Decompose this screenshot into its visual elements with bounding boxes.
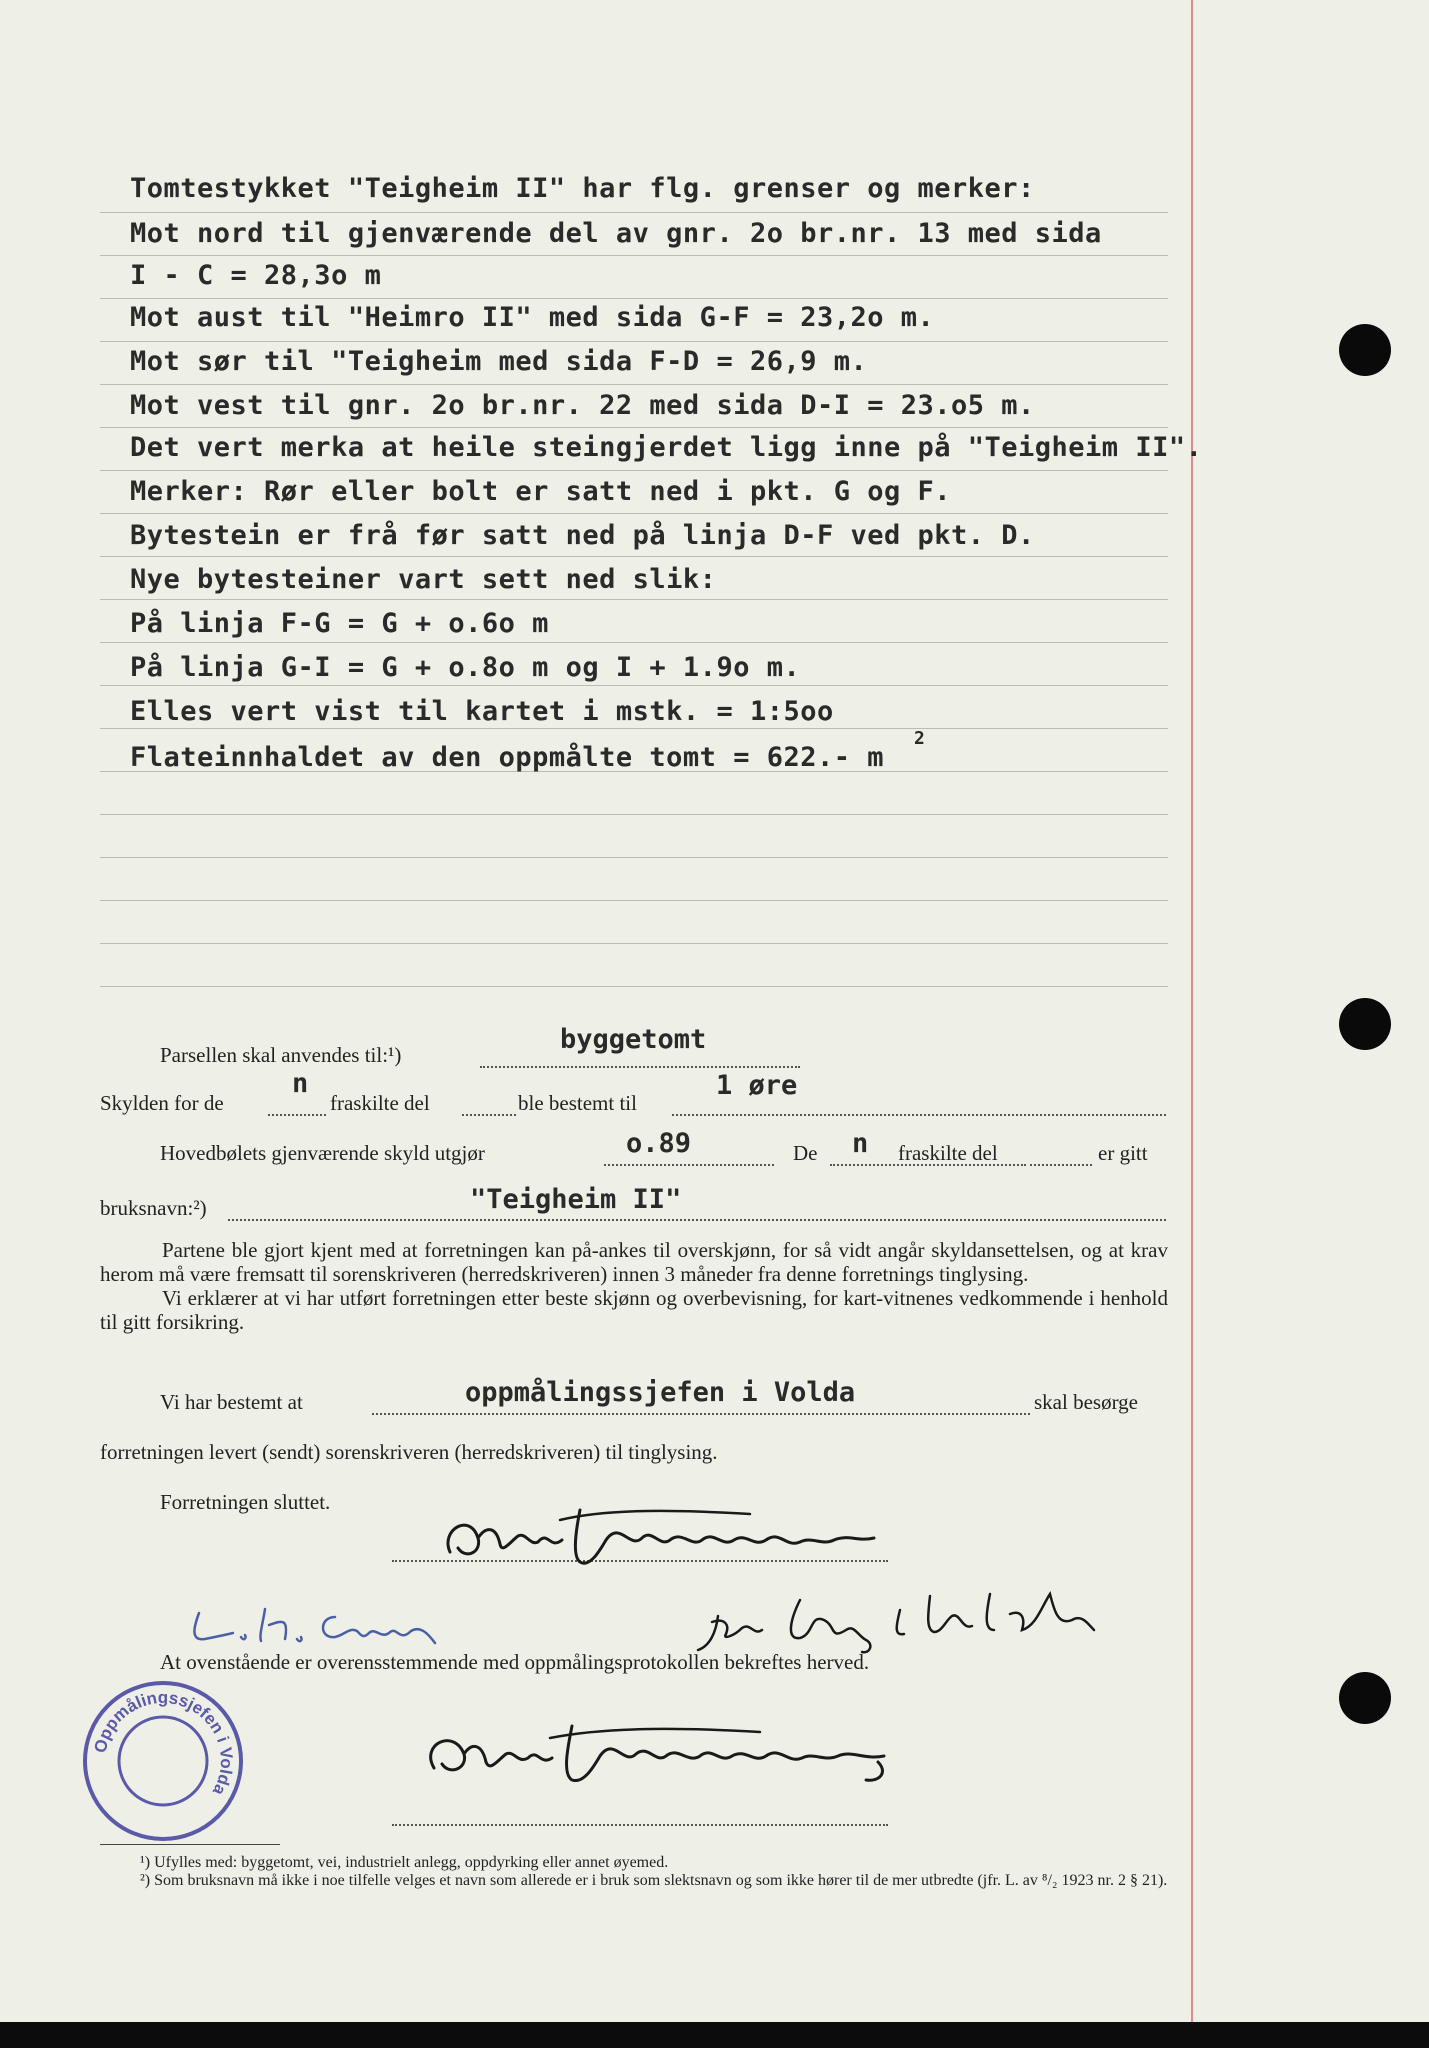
ruled-line <box>100 857 1168 858</box>
signature-2 <box>410 1704 910 1804</box>
typed-line: Tomtestykket "Teigheim II" har flg. grenser og merker: <box>130 173 1035 204</box>
erklaerer-paragraph: Vi erklærer at vi har utført forretningen etter beste skjønn og overbevisning, for kart-vitnenes vedkommende i henhold til gitt forsikring. <box>100 1286 1168 1334</box>
er-gitt-label: er gitt <box>1098 1141 1148 1165</box>
de-label: De <box>793 1141 818 1165</box>
typed-line: Det vert merka at heile steingjerdet ligg inne på "Teigheim II". <box>130 432 1203 463</box>
typed-line: På linja G-I = G + o.8o m og I + 1.9o m. <box>130 652 801 683</box>
typed-line: Mot nord til gjenværende del av gnr. 2o br.nr. 13 med sida <box>130 218 1102 249</box>
punch-hole <box>1339 1672 1391 1724</box>
parsellen-label: Parsellen skal anvendes til:¹) <box>160 1043 402 1067</box>
skylden-value: 1 øre <box>716 1070 798 1101</box>
skylden-label: Skylden for de <box>100 1091 224 1115</box>
ruled-line <box>100 298 1168 299</box>
hovedbol-value: o.89 <box>626 1128 692 1159</box>
ruled-line <box>100 943 1168 944</box>
punch-hole <box>1339 324 1391 376</box>
ruled-line <box>100 470 1168 471</box>
bruksnavn-value: "Teigheim II" <box>470 1184 682 1215</box>
superscript-two: 2 <box>914 728 926 749</box>
partene-paragraph: Partene ble gjort kjent med at forretningen kan på-ankes til overskjønn, for så vidt angår skyldansettelsen, og at krav herom må være fremsatt til sorenskriveren (herredskriveren) innen 3 måneder fra denne forretnings tinglysing. <box>100 1238 1168 1286</box>
typed-line: På linja F-G = G + o.6o m <box>130 608 549 639</box>
ruled-line <box>100 685 1168 686</box>
signature-line <box>392 1824 888 1826</box>
margin-line <box>1191 0 1193 2022</box>
signature-1 <box>430 1490 900 1580</box>
signature-witness-blue <box>185 1595 445 1655</box>
dotted-line <box>462 1114 516 1116</box>
ruled-line <box>100 513 1168 514</box>
typed-line: Mot vest til gnr. 2o br.nr. 22 med sida D-I = 23.o5 m. <box>130 390 1035 421</box>
ruled-line <box>100 384 1168 385</box>
typed-line: Elles vert vist til kartet i mstk. = 1:5oo <box>130 696 834 727</box>
bestemt-value: oppmålingssjefen i Volda <box>465 1377 856 1408</box>
dotted-line <box>268 1114 326 1116</box>
punch-hole <box>1339 998 1391 1050</box>
ruled-line <box>100 986 1168 987</box>
ruled-line <box>100 255 1168 256</box>
footnotes <box>140 1854 1170 1890</box>
ruled-line <box>100 556 1168 557</box>
skylden-n: n <box>292 1068 309 1099</box>
ruled-line <box>100 642 1168 643</box>
fraskilte-label: fraskilte del <box>330 1091 430 1115</box>
stamp-seal <box>78 1676 248 1846</box>
parsellen-value: byggetomt <box>560 1024 707 1055</box>
typed-line: Merker: Rør eller bolt er satt ned i pkt. G og F. <box>130 476 952 507</box>
footnote-divider <box>100 1844 280 1845</box>
levert-text: forretningen levert (sendt) sorenskriveren (herredskriveren) til tinglysing. <box>100 1440 718 1464</box>
bestemt-label: Vi har bestemt at <box>160 1390 303 1414</box>
ruled-line <box>100 599 1168 600</box>
typed-line: I - C = 28,3o m <box>130 260 382 291</box>
de-value: n <box>852 1128 869 1159</box>
sluttet-text: Forretningen sluttet. <box>160 1490 331 1514</box>
ruled-line <box>100 341 1168 342</box>
typed-line: Mot aust til "Heimro II" med sida G-F = 23,2o m. <box>130 302 935 333</box>
ruled-line <box>100 900 1168 901</box>
dotted-line <box>672 1114 1166 1116</box>
bestemt-til-label: ble bestemt til <box>518 1091 637 1115</box>
dotted-line <box>1030 1164 1092 1166</box>
ruled-line <box>100 728 1168 729</box>
signature-witness-2 <box>690 1580 1110 1660</box>
typed-line: Bytestein er frå før satt ned på linja D-F ved pkt. D. <box>130 520 1035 551</box>
scan-border <box>0 2022 1429 2048</box>
footnote-1: ¹) Ufylles med: byggetomt, vei, industrielt anlegg, oppdyrking eller annet øyemed. <box>140 1854 669 1871</box>
typed-line: Flateinnhaldet av den oppmålte tomt = 622.- m <box>130 742 884 773</box>
dotted-line <box>228 1219 1166 1221</box>
bruksnavn-label: bruksnavn:²) <box>100 1196 207 1220</box>
stamp-text: Oppmålingssjefen i Volda <box>90 1687 237 1799</box>
ruled-line <box>100 212 1168 213</box>
besorge-label: skal besørge <box>1034 1390 1139 1414</box>
footnote-2: ²) Som bruksnavn må ikke i noe tilfelle velges et navn som allerede er i bruk som slektsnavn og som ikke hører til de mer utbredte (jfr. L. av ⁸/₂ 1923 nr. 2 § 21). <box>140 1872 1168 1889</box>
hovedbol-label: Hovedbølets gjenværende skyld utgjør <box>160 1141 485 1165</box>
paragraph-block <box>100 1238 1168 1334</box>
dotted-line <box>372 1413 1030 1415</box>
typed-line: Nye bytesteiner vart sett ned slik: <box>130 564 717 595</box>
ruled-line <box>100 427 1168 428</box>
dotted-line <box>604 1164 774 1166</box>
ruled-line <box>100 814 1168 815</box>
dotted-line <box>480 1066 800 1068</box>
fraskilte-del-label: fraskilte del <box>898 1141 998 1165</box>
bekreftes-text: At ovenstående er overensstemmende med oppmålingsprotokollen bekreftes herved. <box>160 1650 870 1674</box>
typed-line: Mot sør til "Teigheim med sida F-D = 26,9 m. <box>130 346 868 377</box>
